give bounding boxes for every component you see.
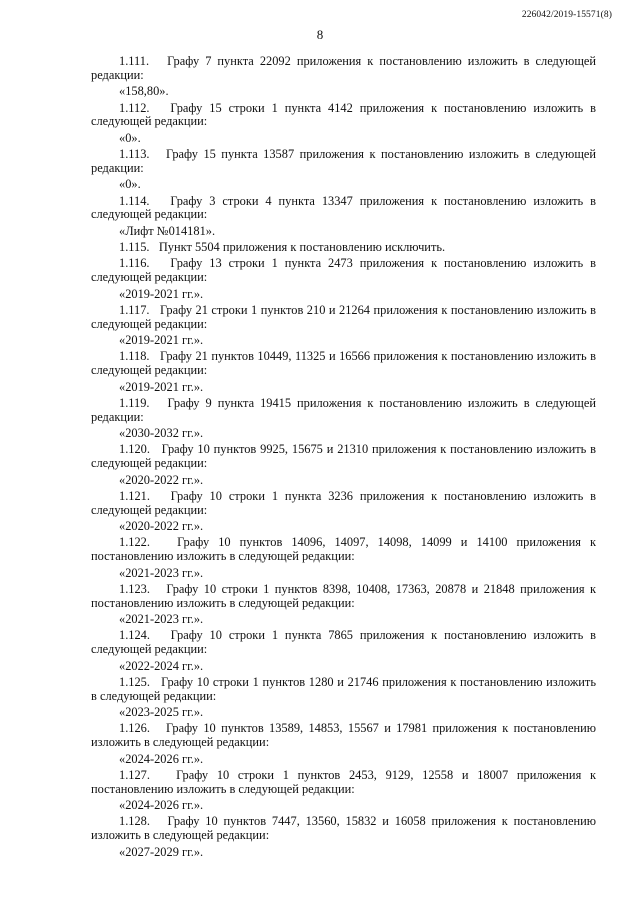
item-body: Графу 10 пунктов 9925, 15675 и 21310 приложения к постановлению изложить в следующей редакции: bbox=[91, 442, 596, 471]
item-number: 1.119. bbox=[119, 395, 150, 410]
item-value: «0». bbox=[119, 130, 141, 145]
item-body: Графу 21 строки 1 пунктов 210 и 21264 приложения к постановлению изложить в следующей редакции: bbox=[91, 302, 597, 331]
item-body: Графу 10 пунктов 13589, 14853, 15567 и 17981 приложения к постановлению изложить в следующей редакции: bbox=[91, 721, 596, 750]
document-id: 226042/2019-15571(8) bbox=[521, 10, 612, 20]
list-item bbox=[91, 241, 596, 255]
item-text bbox=[91, 55, 596, 83]
item-body: Графу 15 пункта 13587 приложения к постановлению изложить в следующей редакции: bbox=[91, 147, 596, 175]
item-text bbox=[91, 629, 596, 657]
item-number: 1.114. bbox=[119, 193, 150, 208]
list-item bbox=[91, 815, 596, 859]
item-number: 1.125. bbox=[119, 674, 150, 689]
item-text bbox=[91, 397, 596, 425]
item-number: 1.124. bbox=[119, 628, 150, 643]
item-value: «2024-2026 гг.». bbox=[119, 798, 204, 812]
item-value: «2019-2021 гг.». bbox=[119, 286, 204, 301]
item-number: 1.126. bbox=[119, 721, 150, 736]
item-text bbox=[91, 102, 596, 130]
item-text bbox=[91, 257, 596, 285]
item-body: Графу 10 строки 1 пункта 7865 приложения к постановлению изложить в следующей редакции: bbox=[91, 628, 596, 657]
item-value: «2021-2023 гг.». bbox=[119, 612, 204, 626]
item-value: «2021-2023 гг.». bbox=[119, 565, 204, 580]
item-value: «2020-2022 гг.». bbox=[119, 519, 204, 533]
item-body: Графу 10 пунктов 14096, 14097, 14098, 14099 и 14100 приложения к постановлению изложить в следующей редакции: bbox=[91, 535, 596, 564]
item-value: «2022-2024 гг.». bbox=[119, 658, 204, 673]
item-value: «2030-2032 гг.». bbox=[119, 426, 204, 440]
item-number: 1.111. bbox=[119, 54, 150, 68]
page-number: 8 bbox=[316, 27, 324, 42]
item-number: 1.118. bbox=[119, 349, 150, 364]
item-number: 1.115. bbox=[119, 240, 150, 254]
list-item bbox=[91, 102, 596, 146]
item-text bbox=[91, 676, 596, 704]
item-number: 1.128. bbox=[119, 814, 150, 829]
list-item bbox=[91, 443, 596, 487]
item-body: Графу 21 пунктов 10449, 11325 и 16566 приложения к постановлению изложить в следующей редакции: bbox=[91, 349, 596, 378]
item-number: 1.113. bbox=[119, 147, 150, 161]
item-value: «2023-2025 гг.». bbox=[119, 705, 204, 719]
list-item bbox=[91, 583, 596, 627]
item-body: Графу 10 строки 1 пунктов 2453, 9129, 12558 и 18007 приложения к постановлению изложить в следующей редакции: bbox=[91, 767, 596, 796]
item-text bbox=[91, 722, 596, 750]
item-value: «158,80». bbox=[119, 84, 169, 99]
item-value: «2019-2021 гг.». bbox=[119, 333, 204, 347]
item-number: 1.121. bbox=[119, 488, 150, 503]
item-body: Пункт 5504 приложения к постановлению исключить. bbox=[158, 240, 446, 254]
document-body bbox=[91, 55, 596, 862]
item-body: Графу 10 строки 1 пунктов 1280 и 21746 приложения к постановлению изложить в следующей редакции: bbox=[91, 674, 597, 703]
item-number: 1.122. bbox=[119, 535, 150, 550]
item-text bbox=[91, 815, 596, 843]
list-item bbox=[91, 195, 596, 239]
list-item bbox=[91, 629, 596, 673]
list-item bbox=[91, 350, 596, 394]
item-value: «Лифт №014181». bbox=[119, 223, 216, 238]
item-body: Графу 10 строки 1 пунктов 8398, 10408, 17363, 20878 и 21848 приложения к постановлению изложить в следующей редакции: bbox=[91, 581, 596, 610]
item-value: «2020-2022 гг.». bbox=[119, 472, 204, 487]
item-value: «2027-2029 гг.». bbox=[119, 844, 204, 859]
item-number: 1.127. bbox=[119, 767, 150, 782]
list-item bbox=[91, 148, 596, 192]
item-text bbox=[91, 443, 596, 471]
item-text bbox=[91, 490, 596, 518]
item-number: 1.116. bbox=[119, 256, 150, 271]
item-number: 1.123. bbox=[119, 581, 150, 596]
item-value: «2024-2026 гг.». bbox=[119, 751, 204, 766]
list-item bbox=[91, 769, 596, 813]
list-item bbox=[91, 676, 596, 720]
item-text bbox=[91, 241, 596, 255]
item-value: «2019-2021 гг.». bbox=[119, 379, 204, 394]
item-text bbox=[91, 350, 596, 378]
item-body: Графу 7 пункта 22092 приложения к постановлению изложить в следующей редакции: bbox=[91, 54, 596, 82]
item-body: Графу 13 строки 1 пункта 2473 приложения к постановлению изложить в следующей редакции: bbox=[91, 256, 596, 285]
list-item bbox=[91, 55, 596, 99]
item-text bbox=[91, 583, 596, 611]
item-text bbox=[91, 304, 596, 332]
item-text bbox=[91, 769, 596, 797]
item-body: Графу 10 пунктов 7447, 13560, 15832 и 16058 приложения к постановлению изложить в следующей редакции: bbox=[91, 814, 597, 843]
list-item bbox=[91, 304, 596, 348]
item-value: «0». bbox=[119, 177, 141, 192]
list-item bbox=[91, 490, 596, 534]
list-item bbox=[91, 397, 596, 441]
item-text bbox=[91, 148, 596, 176]
list-item bbox=[91, 536, 596, 580]
item-body: Графу 15 строки 1 пункта 4142 приложения к постановлению изложить в следующей редакции: bbox=[91, 100, 596, 129]
list-item bbox=[91, 257, 596, 301]
item-text bbox=[91, 536, 596, 564]
item-number: 1.112. bbox=[119, 100, 150, 115]
item-body: Графу 3 строки 4 пункта 13347 приложения к постановлению изложить в следующей редакции: bbox=[91, 193, 596, 222]
item-body: Графу 10 строки 1 пункта 3236 приложения к постановлению изложить в следующей редакции: bbox=[91, 488, 596, 517]
item-number: 1.117. bbox=[119, 302, 150, 317]
list-item bbox=[91, 722, 596, 766]
item-text bbox=[91, 195, 596, 223]
item-number: 1.120. bbox=[119, 442, 150, 457]
item-body: Графу 9 пункта 19415 приложения к постановлению изложить в следующей редакции: bbox=[91, 395, 596, 424]
